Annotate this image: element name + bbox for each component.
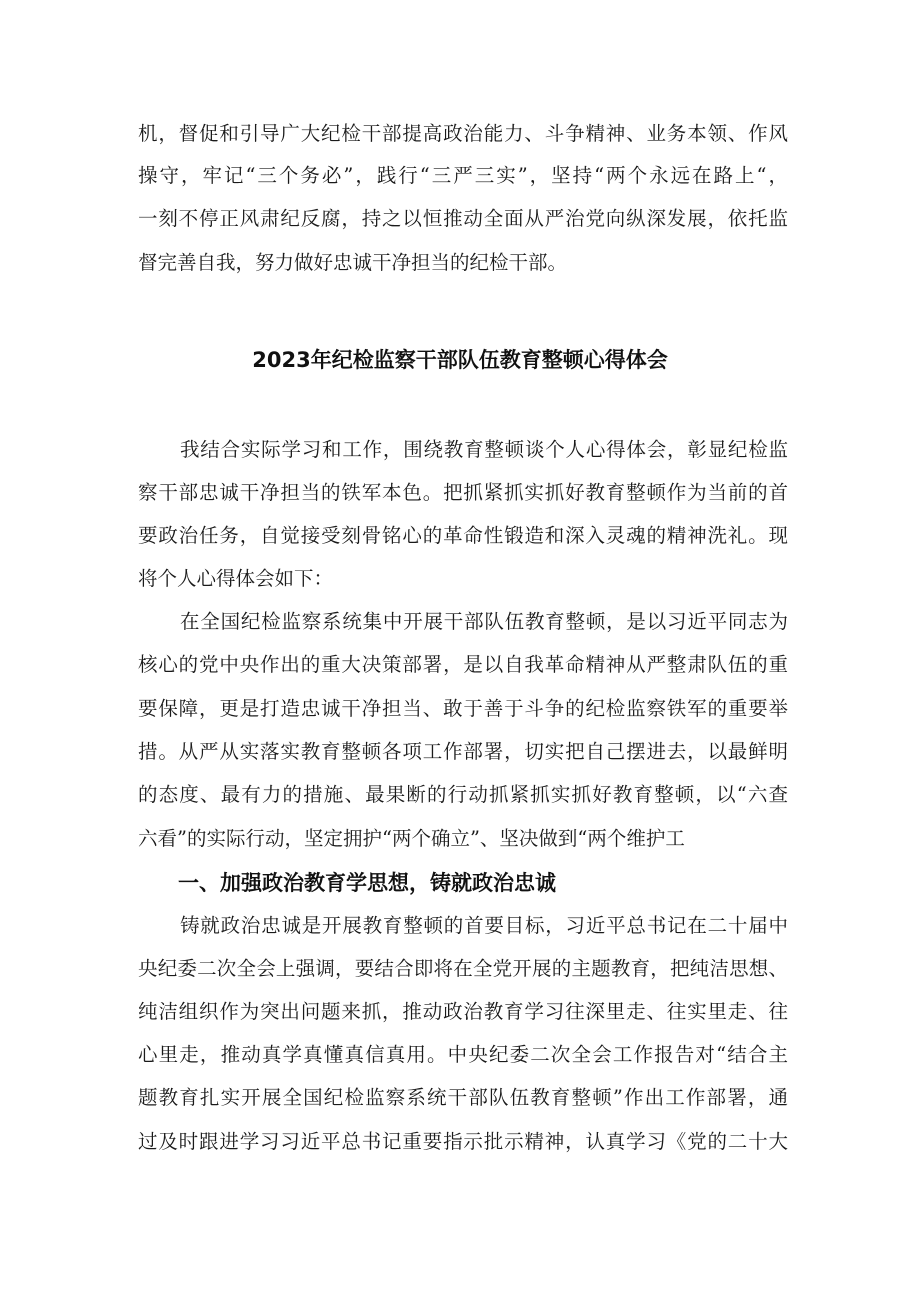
intro-line-3: 一刻不停正风肃纪反腐，持之以恒推动全面从严治党向纵深发展，依托监: [138, 207, 788, 230]
paragraph3-line-6: 过及时跟进学习习近平总书记重要指示批示精神，认真学习《党的二十大: [138, 1130, 788, 1153]
intro-line-4: 督完善自我，努力做好忠诚干净担当的纪检干部。: [138, 251, 568, 274]
section-heading-1: 一、加强政治教育学思想，铸就政治忠诚: [178, 871, 556, 895]
paragraph2-line-1: 在全国纪检监察系统集中开展干部队伍教育整顿，是以习近平同志为: [180, 610, 788, 633]
paragraph3-line-1: 铸就政治忠诚是开展教育整顿的首要目标，习近平总书记在二十届中: [180, 914, 788, 937]
paragraph3-line-3: 纯洁组织作为突出问题来抓，推动政治教育学习往深里走、往实里走、往: [138, 1000, 788, 1023]
paragraph3-line-4: 心里走，推动真学真懂真信真用。中央纪委二次全会工作报告对“结合主: [138, 1043, 788, 1066]
paragraph1-line-3: 要政治任务，自觉接受刻骨铭心的革命性锻造和深入灵魂的精神洗礼。现: [138, 524, 788, 547]
paragraph2-line-2: 核心的党中央作出的重大决策部署，是以自我革命精神从严整肃队伍的重: [138, 653, 788, 676]
paragraph2-line-5: 的态度、最有力的措施、最果断的行动抓紧抓实抓好教育整顿，以“六查: [138, 783, 788, 806]
paragraph2-line-6: 六看”的实际行动，坚定拥护“两个确立”、坚决做到“两个维护工: [138, 827, 685, 850]
paragraph1-line-2: 察干部忠诚干净担当的铁军本色。把抓紧抓实抓好教育整顿作为当前的首: [138, 481, 788, 504]
paragraph3-line-5: 题教育扎实开展全国纪检监察系统干部队伍教育整顿”作出工作部署，通: [138, 1086, 788, 1109]
paragraph1-line-1: 我结合实际学习和工作，围绕教育整顿谈个人心得体会，彰显纪检监: [180, 438, 788, 461]
paragraph2-line-4: 措。从严从实落实教育整顿各项工作部署，切实把自己摆进去，以最鲜明: [138, 740, 788, 763]
intro-line-1: 机，督促和引导广大纪检干部提高政治能力、斗争精神、业务本领、作风: [138, 122, 788, 145]
paragraph3-line-2: 央纪委二次全会上强调，要结合即将在全党开展的主题教育，把纯洁思想、: [138, 957, 788, 980]
document-title: 2023年纪检监察干部队伍教育整顿心得体会: [252, 348, 668, 372]
intro-line-2: 操守，牢记“三个务必”，践行“三严三实”，坚持“两个永远在路上“，: [138, 164, 788, 187]
paragraph1-line-4: 将个人心得体会如下：: [138, 567, 334, 590]
paragraph2-line-3: 要保障，更是打造忠诚干净担当、敢于善于斗争的纪检监察铁军的重要举: [138, 697, 788, 720]
